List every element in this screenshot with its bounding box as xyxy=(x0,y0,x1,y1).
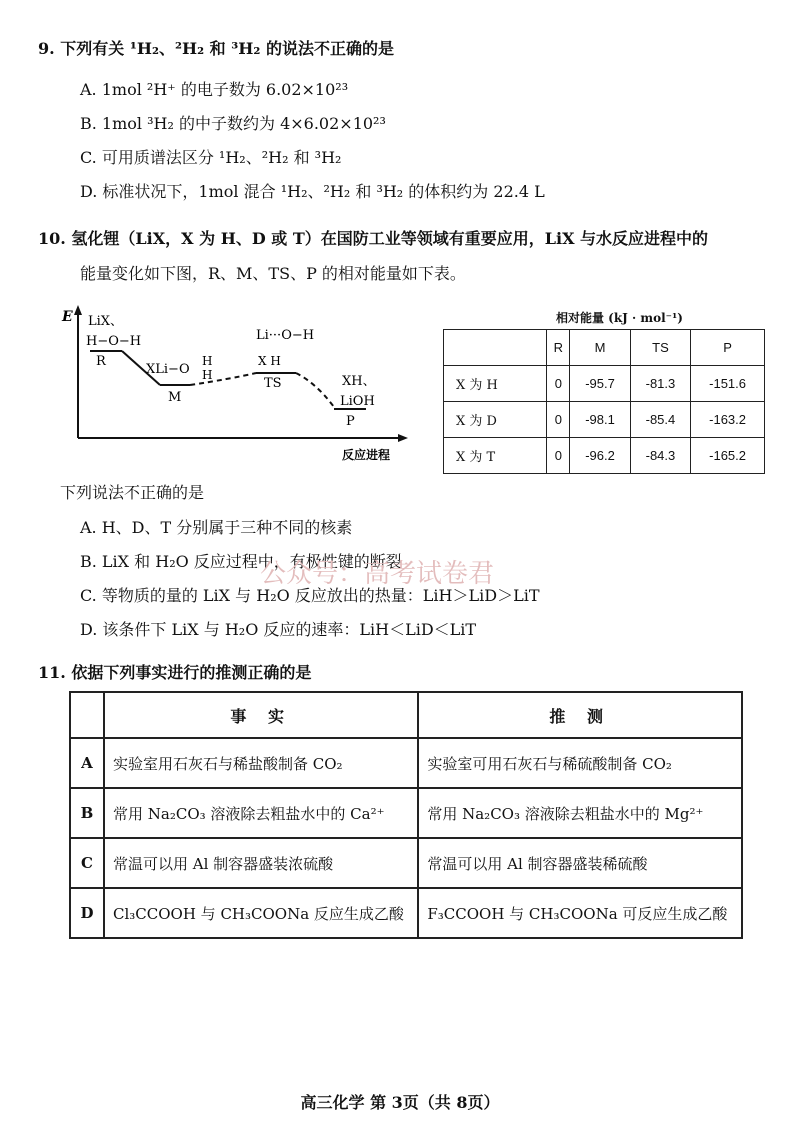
energy-cell: -96.2 xyxy=(570,438,630,474)
m-label: M xyxy=(168,390,182,405)
page-footer: 高三化学 第 3页（共 8页） xyxy=(300,1093,500,1112)
row-letter: A xyxy=(70,738,104,788)
x-axis-arrow xyxy=(398,434,408,442)
fact-cell: Cl₃CCOOH 与 CH₃COONa 反应生成乙酸 xyxy=(104,888,418,938)
q10-option-a[interactable]: A. H、D、T 分别属于三种不同的核素 xyxy=(80,518,353,537)
energy-table-row xyxy=(444,366,765,402)
inference-cell: F₃CCOOH 与 CH₃COONa 可反应生成乙酸 xyxy=(418,888,742,938)
row-letter: D xyxy=(70,888,104,938)
fact-table-row[interactable] xyxy=(70,788,742,838)
energy-header-cell: P xyxy=(691,330,765,366)
inference-cell: 常温可以用 Al 制容器盛装稀硫酸 xyxy=(418,838,742,888)
energy-header-cell: R xyxy=(547,330,570,366)
q10-option-c[interactable]: C. 等物质的量的 LiX 与 H₂O 反应放出的热量：LiH＞LiD＞LiT xyxy=(80,586,540,605)
inference-cell: 常用 Na₂CO₃ 溶液除去粗盐水中的 Mg²⁺ xyxy=(418,788,742,838)
row-letter: B xyxy=(70,788,104,838)
x-axis-label: 反应进程 xyxy=(342,448,391,462)
fact-cell: 常温可以用 Al 制容器盛装浓硫酸 xyxy=(104,838,418,888)
q10-stem-line1: 10. 氢化锂（LiX，X 为 H、D 或 T）在国防工业等领域有重要应用，LiX 与水反应进程中的 xyxy=(38,229,709,248)
energy-cell: -163.2 xyxy=(691,402,765,438)
p-species-line2: LiOH xyxy=(340,394,375,409)
energy-cell: -81.3 xyxy=(630,366,690,402)
q11-stem: 11. 依据下列事实进行的推测正确的是 xyxy=(38,663,312,682)
energy-cell: -85.4 xyxy=(630,402,690,438)
q9-stem: 9. 下列有关 ¹H₂、²H₂ 和 ³H₂ 的说法不正确的是 xyxy=(38,39,394,58)
m-formula: XLi−O xyxy=(146,362,190,377)
fact-header-cell xyxy=(70,692,104,738)
energy-header-cell xyxy=(444,330,547,366)
q10-prompt: 下列说法不正确的是 xyxy=(60,483,205,502)
energy-row-label: X 为 T xyxy=(444,438,547,474)
energy-header-cell: TS xyxy=(630,330,690,366)
fact-table-header xyxy=(70,692,742,738)
inference-cell: 实验室可用石灰石与稀硫酸制备 CO₂ xyxy=(418,738,742,788)
fact-table-row[interactable] xyxy=(70,738,742,788)
energy-cell: 0 xyxy=(547,402,570,438)
energy-cell: -151.6 xyxy=(691,366,765,402)
q9-option-d[interactable]: D. 标准状况下，1mol 混合 ¹H₂、²H₂ 和 ³H₂ 的体积约为 22.4 L xyxy=(80,182,545,201)
energy-cell: -95.7 xyxy=(570,366,630,402)
ts-to-p-path xyxy=(296,373,334,407)
energy-cell: -98.1 xyxy=(570,402,630,438)
energy-table-header xyxy=(444,330,765,366)
energy-table-caption: 相对能量 (kJ · mol⁻¹) xyxy=(556,311,683,325)
m-h2: H xyxy=(202,368,213,382)
fact-header-inference: 推 测 xyxy=(418,692,742,738)
energy-table-row xyxy=(444,438,765,474)
energy-table xyxy=(443,329,765,474)
energy-table-row xyxy=(444,402,765,438)
q9-option-a[interactable]: A. 1mol ²H⁺ 的电子数为 6.02×10²³ xyxy=(80,80,349,99)
r-species-line1: LiX、 xyxy=(88,314,124,329)
e-axis-arrow xyxy=(74,305,82,315)
energy-header-cell: M xyxy=(570,330,630,366)
q10-option-d[interactable]: D. 该条件下 LiX 与 H₂O 反应的速率：LiH＜LiD＜LiT xyxy=(80,620,477,639)
m-to-ts-path xyxy=(190,373,256,385)
fact-table xyxy=(69,691,743,939)
e-axis-label: E xyxy=(62,309,73,325)
energy-cell: 0 xyxy=(547,366,570,402)
row-letter: C xyxy=(70,838,104,888)
ts-species-line1: Li···O−H xyxy=(256,328,315,343)
fact-cell: 常用 Na₂CO₃ 溶液除去粗盐水中的 Ca²⁺ xyxy=(104,788,418,838)
q9-option-c[interactable]: C. 可用质谱法区分 ¹H₂、²H₂ 和 ³H₂ xyxy=(80,148,342,167)
energy-row-label: X 为 H xyxy=(444,366,547,402)
watermark-text: 公众号：高考试卷君 xyxy=(260,559,495,589)
energy-row-label: X 为 D xyxy=(444,402,547,438)
ts-species-line2: X H xyxy=(258,354,281,368)
p-label: P xyxy=(346,414,355,429)
energy-cell: -84.3 xyxy=(630,438,690,474)
energy-diagram xyxy=(60,303,420,463)
r-label: R xyxy=(96,354,106,369)
energy-cell: -165.2 xyxy=(691,438,765,474)
q10-stem-line2: 能量变化如下图，R、M、TS、P 的相对能量如下表。 xyxy=(80,264,466,283)
r-species-line2: H−O−H xyxy=(86,334,142,349)
q10-option-b[interactable]: B. LiX 和 H₂O 反应过程中，有极性键的断裂 xyxy=(80,552,402,571)
fact-table-row[interactable] xyxy=(70,888,742,938)
fact-table-row[interactable] xyxy=(70,838,742,888)
m-h1: H xyxy=(202,354,213,368)
q9-option-b[interactable]: B. 1mol ³H₂ 的中子数约为 4×6.02×10²³ xyxy=(80,114,386,133)
ts-label: TS xyxy=(264,376,282,391)
p-species-line1: XH、 xyxy=(342,374,376,389)
fact-header-facts: 事 实 xyxy=(104,692,418,738)
energy-cell: 0 xyxy=(547,438,570,474)
fact-cell: 实验室用石灰石与稀盐酸制备 CO₂ xyxy=(104,738,418,788)
